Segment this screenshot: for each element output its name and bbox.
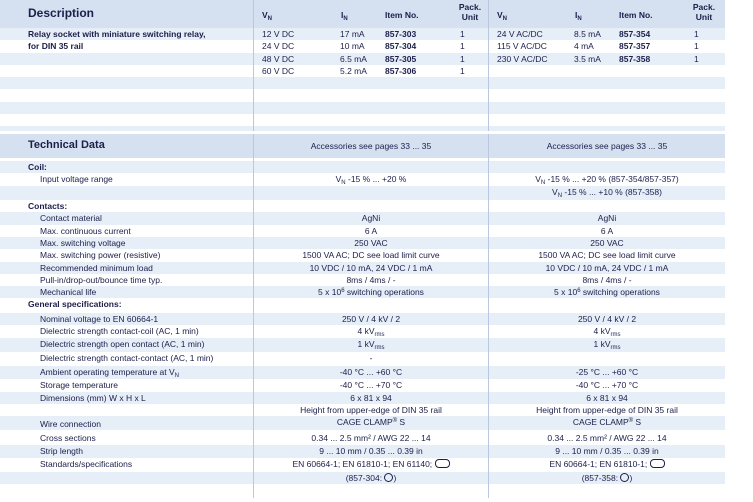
mechanical-life-label: Mechanical life xyxy=(40,287,97,298)
pack-unit-heading-ac: Pack. Unit xyxy=(692,2,716,22)
dimensions-label: Dimensions (mm) W x H x L xyxy=(40,392,146,403)
product-description: Relay socket with miniature switching relay, xyxy=(28,29,206,39)
wire-connection-left: CAGE CLAMP® S xyxy=(336,417,406,428)
approval-mark-icon xyxy=(384,473,393,482)
contact-spec-right: 1500 VA AC; DC see load limit curve xyxy=(538,250,676,261)
dc-item-no: 857-305 xyxy=(385,53,417,64)
spec-row xyxy=(0,484,725,498)
product-row xyxy=(0,77,725,89)
ambient-temp-right: -25 °C ... +60 °C xyxy=(575,366,639,377)
standards-right: EN 60664-1; EN 61810-1; xyxy=(489,458,725,470)
accessories-note-left: Accessories see pages 33 ... 35 xyxy=(310,141,432,151)
pack-unit-heading-dc: Pack. Unit xyxy=(458,2,482,22)
dielectric-contact-coil-label: Dielectric strength contact-coil (AC, 1 min) xyxy=(40,326,199,337)
column-divider xyxy=(253,0,254,131)
contact-spec-left: 8ms / 4ms / - xyxy=(346,274,396,285)
product-table-header xyxy=(0,0,725,28)
nominal-voltage-label: Nominal voltage to EN 60664-1 xyxy=(40,314,159,324)
dc-item-no: 857-304 xyxy=(385,41,417,52)
contact-spec-label: Max. continuous current xyxy=(40,225,131,236)
dimensions-right: 6 x 81 x 94 xyxy=(586,392,628,403)
cross-sections-label: Cross sections xyxy=(40,432,96,443)
accessories-note-right: Accessories see pages 33 ... 35 xyxy=(546,141,668,151)
contact-spec-label: Max. switching voltage xyxy=(40,237,126,248)
strip-length-label: Strip length xyxy=(40,445,83,456)
contact-spec-label: Max. switching power (resistive) xyxy=(40,250,161,261)
contact-spec-left: 1500 VA AC; DC see load limit curve xyxy=(302,250,440,261)
ac-in: 4 mA xyxy=(574,41,594,52)
dc-pack: 1 xyxy=(460,65,465,76)
ac-item-no: 857-358 xyxy=(619,53,651,64)
standards-left-note: (857-304: ) xyxy=(345,473,397,483)
strip-length-left: 9 ... 10 mm / 0.35 ... 0.39 in xyxy=(319,445,423,456)
ac-vn: 230 V AC/DC xyxy=(497,53,548,64)
contact-spec-right: 10 VDC / 10 mA, 24 VDC / 1 mA xyxy=(545,262,669,273)
contact-spec-left: 10 VDC / 10 mA, 24 VDC / 1 mA xyxy=(309,262,433,273)
dc-vn: 24 V DC xyxy=(262,41,295,52)
item-no-heading-dc: Item No. xyxy=(385,10,419,20)
cross-sections-left: 0.34 ... 2.5 mm² / AWG 22 ... 14 xyxy=(311,432,431,443)
approval-mark-icon xyxy=(435,459,450,468)
contact-spec-right: 250 VAC xyxy=(590,237,624,248)
height-note-left: Height from upper-edge of DIN 35 rail xyxy=(300,404,442,415)
column-divider xyxy=(488,134,489,498)
dc-item-no: 857-303 xyxy=(385,29,417,39)
dielectric-contact-contact-left: - xyxy=(369,353,373,363)
dc-pack: 1 xyxy=(460,41,465,52)
nominal-voltage-left: 250 V / 4 kV / 2 xyxy=(341,314,401,324)
dielectric-open-contact-label: Dielectric strength open contact (AC, 1 min) xyxy=(40,338,205,349)
dc-vn: 60 V DC xyxy=(262,65,295,76)
dielectric-contact-coil-left: 4 $kV_{rms}$ xyxy=(357,326,385,339)
contact-spec-right: AgNi xyxy=(597,213,617,224)
wire-connection-right: CAGE CLAMP® S xyxy=(572,417,642,428)
product-row xyxy=(0,126,725,131)
ac-pack: 1 xyxy=(694,53,699,64)
spec-row xyxy=(0,200,725,212)
dimensions-left: 6 x 81 x 94 xyxy=(350,392,392,403)
dielectric-contact-coil-right: 4 $kV_{rms}$ xyxy=(593,326,621,339)
column-divider xyxy=(253,134,254,498)
product-description: for DIN 35 rail xyxy=(28,41,84,52)
technical-data-title: Technical Data xyxy=(28,139,105,151)
cross-sections-right: 0.34 ... 2.5 mm² / AWG 22 ... 14 xyxy=(547,432,667,443)
dc-pack: 1 xyxy=(460,53,465,64)
contact-spec-left: 6 A xyxy=(364,225,378,236)
in-heading-ac: $I_N$ xyxy=(575,10,582,22)
dc-vn: 12 V DC xyxy=(262,29,295,39)
coil-section-label: Coil: xyxy=(28,162,47,172)
contact-spec-label: Contact material xyxy=(40,213,102,224)
vn-heading-dc: $V_N$ xyxy=(262,10,273,22)
column-divider xyxy=(488,0,489,131)
dc-in: 17 mA xyxy=(340,29,365,39)
contacts-section-label: Contacts: xyxy=(28,201,68,211)
contact-spec-right: 6 A xyxy=(600,225,614,236)
storage-temp-right: -40 °C ... +70 °C xyxy=(575,379,639,390)
storage-temp-label: Storage temperature xyxy=(40,379,118,390)
in-heading-dc: $I_N$ xyxy=(341,10,348,22)
approval-mark-icon xyxy=(650,459,665,468)
input-voltage-label: Input voltage range xyxy=(40,174,113,185)
height-note-right: Height from upper-edge of DIN 35 rail xyxy=(536,404,678,415)
dc-vn: 48 V DC xyxy=(262,53,295,64)
dc-in: 6.5 mA xyxy=(340,53,367,64)
dielectric-open-contact-right: 1 $kV_{rms}$ xyxy=(593,338,621,351)
spec-row xyxy=(0,161,725,173)
description-heading: Description xyxy=(28,6,95,20)
dielectric-contact-contact-label: Dielectric strength contact-contact (AC, 1 min) xyxy=(40,353,214,363)
input-voltage-right-2: $V_N$ -15 % ... +10 % (857-358) xyxy=(552,186,662,199)
ac-item-no: 857-354 xyxy=(619,29,651,39)
product-row xyxy=(0,90,725,102)
vn-heading-ac: $V_N$ xyxy=(497,10,508,22)
mechanical-life-left: 5 x $10^6$ switching operations xyxy=(318,287,424,298)
input-voltage-left: $V_N$ -15 % ... +20 % xyxy=(335,174,407,187)
standards-left: EN 60664-1; EN 61810-1; EN 61140; xyxy=(254,458,488,470)
contact-spec-left: 250 VAC xyxy=(354,237,388,248)
item-no-heading-ac: Item No. xyxy=(619,10,653,20)
dc-item-no: 857-306 xyxy=(385,65,417,76)
ac-pack: 1 xyxy=(694,41,699,52)
ac-item-no: 857-357 xyxy=(619,41,651,52)
standards-label: Standards/specifications xyxy=(40,458,133,469)
contact-spec-left: AgNi xyxy=(361,213,381,224)
product-row xyxy=(0,114,725,126)
ac-vn: 115 V AC/DC xyxy=(497,41,547,52)
nominal-voltage-right: 250 V / 4 kV / 2 xyxy=(577,314,637,324)
contact-spec-label: Recommended minimum load xyxy=(40,262,153,273)
strip-length-right: 9 ... 10 mm / 0.35 ... 0.39 in xyxy=(555,445,659,456)
dc-in: 5.2 mA xyxy=(340,65,367,76)
input-voltage-right-1: $V_N$ -15 % ... +20 % (857-354/857-357) xyxy=(535,174,679,187)
contact-spec-label: Pull-in/drop-out/bounce time typ. xyxy=(40,274,163,285)
mechanical-life-right: 5 x $10^6$ switching operations xyxy=(554,287,660,298)
dc-pack: 1 xyxy=(460,29,465,39)
ac-in: 3.5 mA xyxy=(574,53,601,64)
dc-in: 10 mA xyxy=(340,41,365,52)
ac-vn: 24 V AC/DC xyxy=(497,29,543,39)
contact-spec-right: 8ms / 4ms / - xyxy=(582,274,632,285)
ac-pack: 1 xyxy=(694,29,699,39)
ambient-temp-label: Ambient operating temperature at $V_N$ xyxy=(40,366,180,379)
product-row xyxy=(0,102,725,114)
approval-mark-icon xyxy=(620,473,629,482)
wire-connection-label: Wire connection xyxy=(40,419,101,429)
standards-right-note: (857-358: ) xyxy=(581,473,633,483)
ac-in: 8.5 mA xyxy=(574,29,601,39)
general-section-label: General specifications: xyxy=(28,299,122,310)
ambient-temp-left: -40 °C ... +60 °C xyxy=(339,366,403,377)
dielectric-open-contact-left: 1 $kV_{rms}$ xyxy=(357,338,385,351)
storage-temp-left: -40 °C ... +70 °C xyxy=(339,379,403,390)
